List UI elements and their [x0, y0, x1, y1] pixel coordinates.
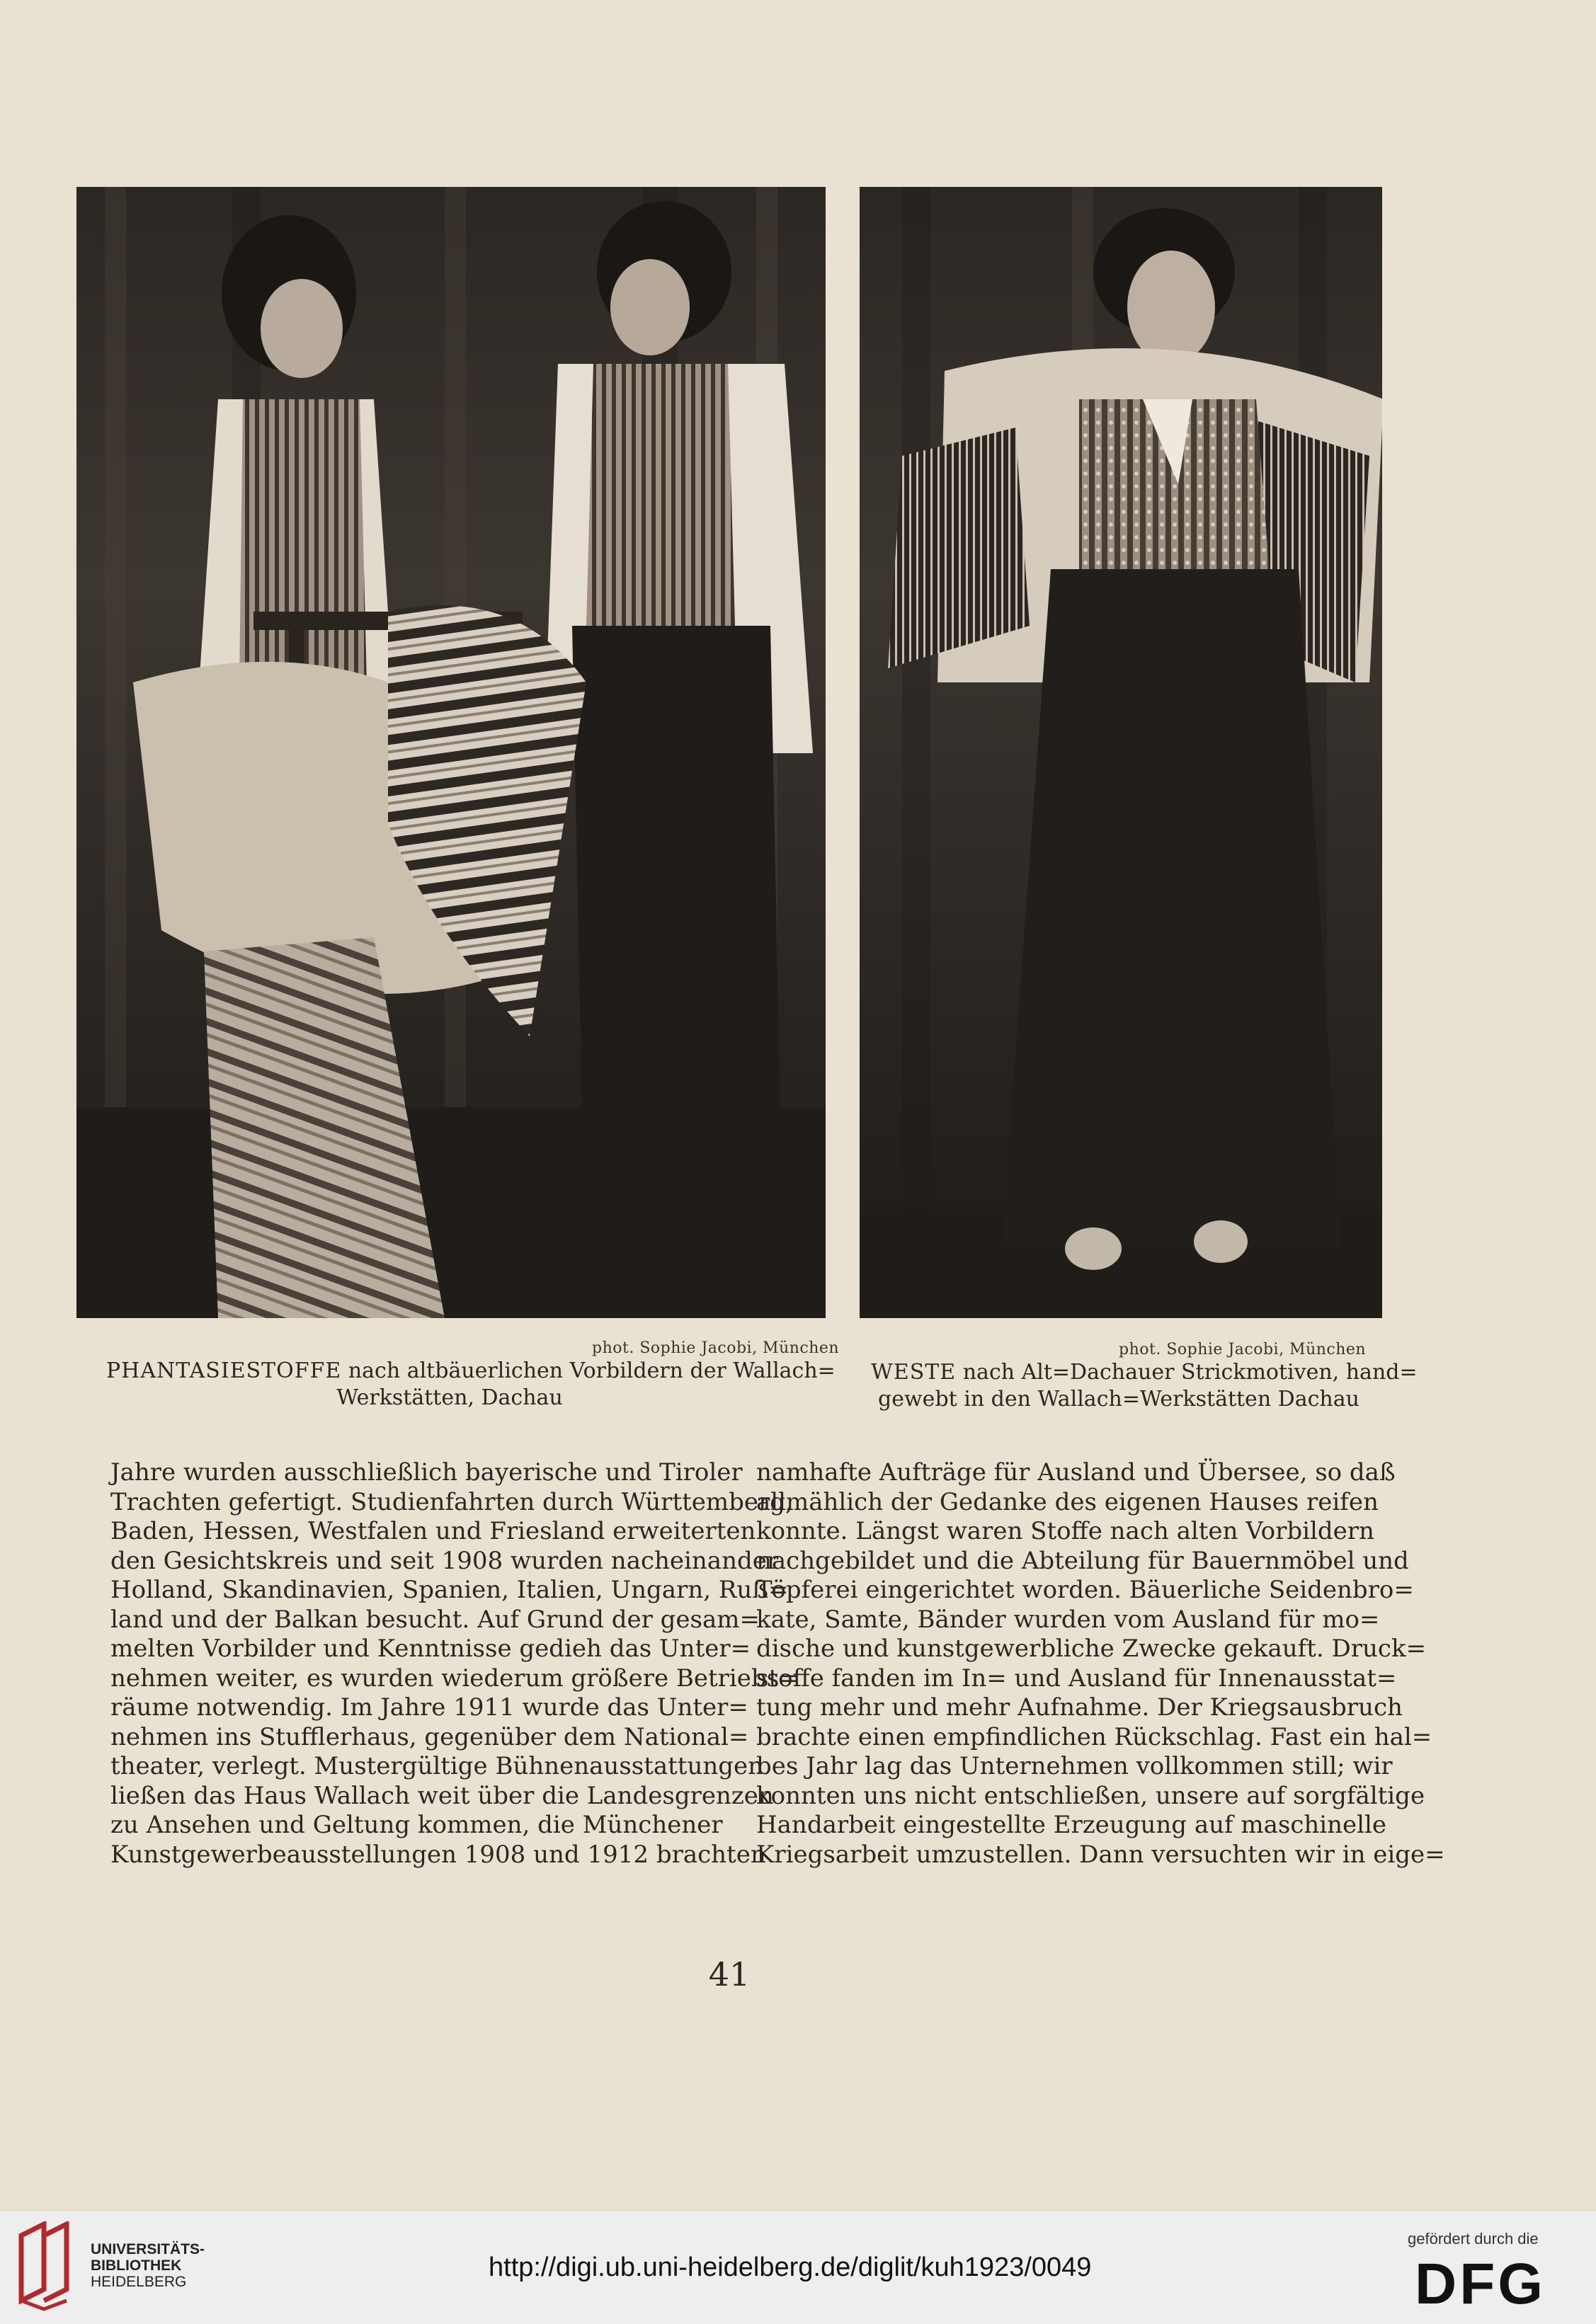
text-line: Jahre wurden ausschließlich bayerische und Tiroler [110, 1458, 743, 1487]
text-line: Kunstgewerbeausstellungen 1908 und 1912 brachten [110, 1840, 766, 1869]
photo-phantasiestoffe [76, 187, 826, 1318]
text-line: nachgebildet und die Abteilung für Bauernmöbel und [756, 1546, 1409, 1575]
body-column-left [110, 1458, 799, 1870]
text-line: Töpferei eingerichtet worden. Bäuerliche Seidenbro= [756, 1576, 1414, 1604]
photo-credit-left: phot. Sophie Jacobi, München [592, 1339, 840, 1357]
caption-left-line2: Werkstätten, Dachau [336, 1385, 563, 1410]
library-line-3: HEIDELBERG [91, 2274, 187, 2290]
caption-right-lead: WESTE [871, 1360, 957, 1385]
library-name [91, 2241, 205, 2290]
text-line: den Gesichtskreis und seit 1908 wurden nacheinander [110, 1546, 779, 1575]
university-library-logo-icon [16, 2221, 75, 2312]
library-line-1: UNIVERSITÄTS- [91, 2241, 205, 2257]
page-number: 41 [708, 1955, 751, 1993]
text-line: konnte. Längst waren Stoffe nach alten Vorbildern [756, 1517, 1374, 1545]
text-line: brachte einen empfindlichen Rückschlag. Fast ein hal= [756, 1722, 1432, 1751]
caption-right-rest: nach Alt=Dachauer Strickmotiven, hand= [956, 1360, 1418, 1385]
body-column-right [756, 1458, 1445, 1870]
text-line: allmählich der Gedanke des eigenen Hauses reifen [756, 1487, 1379, 1516]
text-line: land und der Balkan besucht. Auf Grund der gesam= [110, 1605, 760, 1634]
text-line: Holland, Skandinavien, Spanien, Italien, Ungarn, Ruß= [110, 1576, 789, 1604]
text-line: Kriegsarbeit umzustellen. Dann versuchten wir in eige= [756, 1840, 1445, 1869]
library-line-2: BIBLIOTHEK [91, 2257, 182, 2274]
dfg-logo: DFG [1415, 2252, 1546, 2316]
text-line: Baden, Hessen, Westfalen und Friesland erweiterten [110, 1517, 756, 1545]
caption-left-lead: PHANTASIESTOFFE [106, 1358, 342, 1383]
caption-right-line2: gewebt in den Wallach=Werkstätten Dachau [878, 1387, 1360, 1412]
caption-left-rest: nach altbäuerlichen Vorbildern der Wallach= [341, 1358, 836, 1383]
text-line: zu Ansehen und Geltung kommen, die Münchener [110, 1811, 723, 1839]
text-line: ließen das Haus Wallach weit über die Landesgrenzen [110, 1781, 774, 1810]
funding-note: gefördert durch die [1408, 2230, 1539, 2248]
text-line: kate, Samte, Bänder wurden vom Ausland für mo= [756, 1605, 1380, 1634]
text-line: Trachten gefertigt. Studienfahrten durch Württemberg, [110, 1487, 793, 1516]
footer-bar [0, 2211, 1596, 2324]
text-line: konnten uns nicht entschließen, unsere auf sorgfältige [756, 1781, 1425, 1810]
text-line: stoffe fanden im In= und Ausland für Innenausstat= [756, 1664, 1397, 1693]
permalink-url[interactable]: http://digi.ub.uni-heidelberg.de/diglit/kuh1923/0049 [489, 2253, 1092, 2282]
caption-right [871, 1359, 1418, 1413]
photo-credit-right: phot. Sophie Jacobi, München [1119, 1341, 1367, 1358]
text-line: nehmen weiter, es wurden wiederum größere Betriebs= [110, 1664, 799, 1693]
text-line: Handarbeit eingestellte Erzeugung auf maschinelle [756, 1811, 1387, 1839]
text-line: tung mehr und mehr Aufnahme. Der Kriegsausbruch [756, 1693, 1403, 1722]
text-line: dische und kunstgewerbliche Zwecke gekauft. Druck= [756, 1635, 1427, 1663]
text-line: namhafte Aufträge für Ausland und Übersee, so daß [756, 1458, 1396, 1487]
text-line: theater, verlegt. Mustergültige Bühnenausstattungen [110, 1752, 764, 1780]
text-line: melten Vorbilder und Kenntnisse gedieh das Unter= [110, 1635, 751, 1663]
text-line: nehmen ins Stufflerhaus, gegenüber dem National= [110, 1722, 749, 1751]
caption-left [106, 1358, 836, 1412]
photo-weste [860, 187, 1382, 1318]
text-line: bes Jahr lag das Unternehmen vollkommen still; wir [756, 1752, 1393, 1780]
text-line: räume notwendig. Im Jahre 1911 wurde das Unter= [110, 1693, 748, 1722]
